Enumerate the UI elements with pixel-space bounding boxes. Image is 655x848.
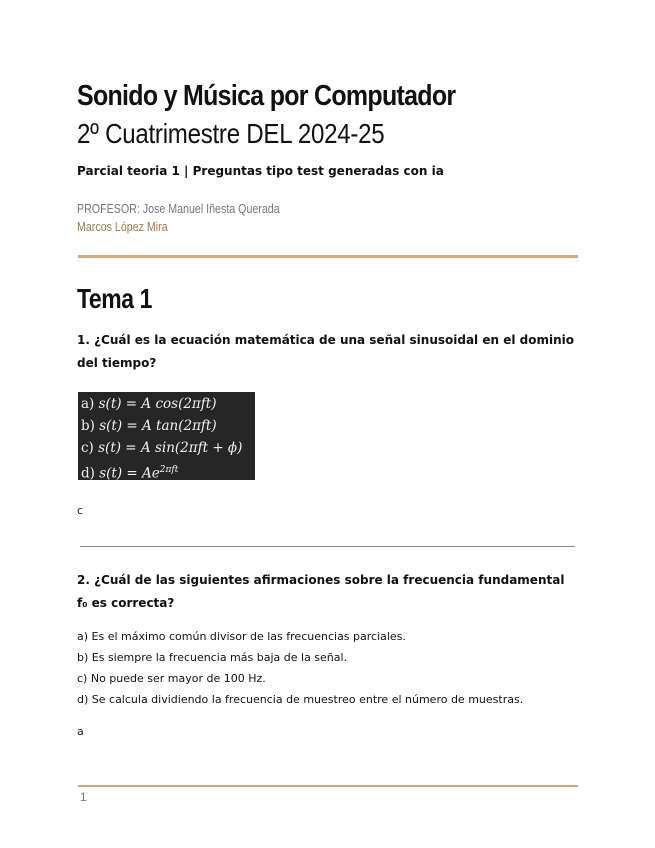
question-1-option-d: d) $s(t) = Ae^{2\pi ft}$	[81, 465, 179, 482]
question-1-option-c: c) s(t) = A sin(2πft + ϕ)	[81, 440, 243, 456]
section-title: Tema 1	[77, 283, 152, 314]
question-2-option-a: a) Es el máximo común divisor de las frecuencias parciales.	[77, 630, 406, 643]
question-1-formula-image	[78, 392, 255, 480]
page-number: 1	[80, 790, 87, 804]
professor-name: Jose Manuel Iñesta Querada	[142, 201, 280, 216]
question-1-option-a: a) s(t) = A cos(2πft)	[81, 396, 217, 412]
question-2-option-b: b) Es siempre la frecuencia más baja de la señal.	[77, 651, 348, 664]
question-1-text: 1. ¿Cuál es la ecuación matemática de una señal sinusoidal en el dominio del tiempo?	[77, 333, 574, 370]
footer-divider	[78, 785, 578, 787]
question-2-answer: a	[77, 725, 84, 738]
document-title: Sonido y Música por Computador	[77, 80, 456, 112]
question-1-answer: c	[77, 504, 84, 517]
question-2-text: 2. ¿Cuál de las siguientes afirmaciones sobre la frecuencia fundamental f₀ es correcta?	[77, 573, 565, 610]
document-subtitle: 2º Cuatrimestre DEL 2024-25	[77, 118, 385, 149]
question-2-option-c: c) No puede ser mayor de 100 Hz.	[77, 672, 266, 685]
question-divider	[80, 546, 575, 547]
question-1-option-b: b) s(t) = A tan(2πft)	[81, 418, 217, 434]
header-divider	[78, 255, 578, 258]
question-2-option-d: d) Se calcula dividiendo la frecuencia de muestreo entre el número de muestras.	[77, 693, 524, 706]
exam-description: Parcial teoria 1 | Preguntas tipo test generadas con ia	[77, 164, 444, 178]
professor-label: PROFESOR:	[77, 201, 140, 216]
question-1-option-d-exponent: 2πft	[159, 465, 179, 475]
question-2-options	[77, 626, 523, 710]
professor-block	[77, 200, 280, 236]
second-author-name: Marcos López Mira	[77, 219, 168, 234]
